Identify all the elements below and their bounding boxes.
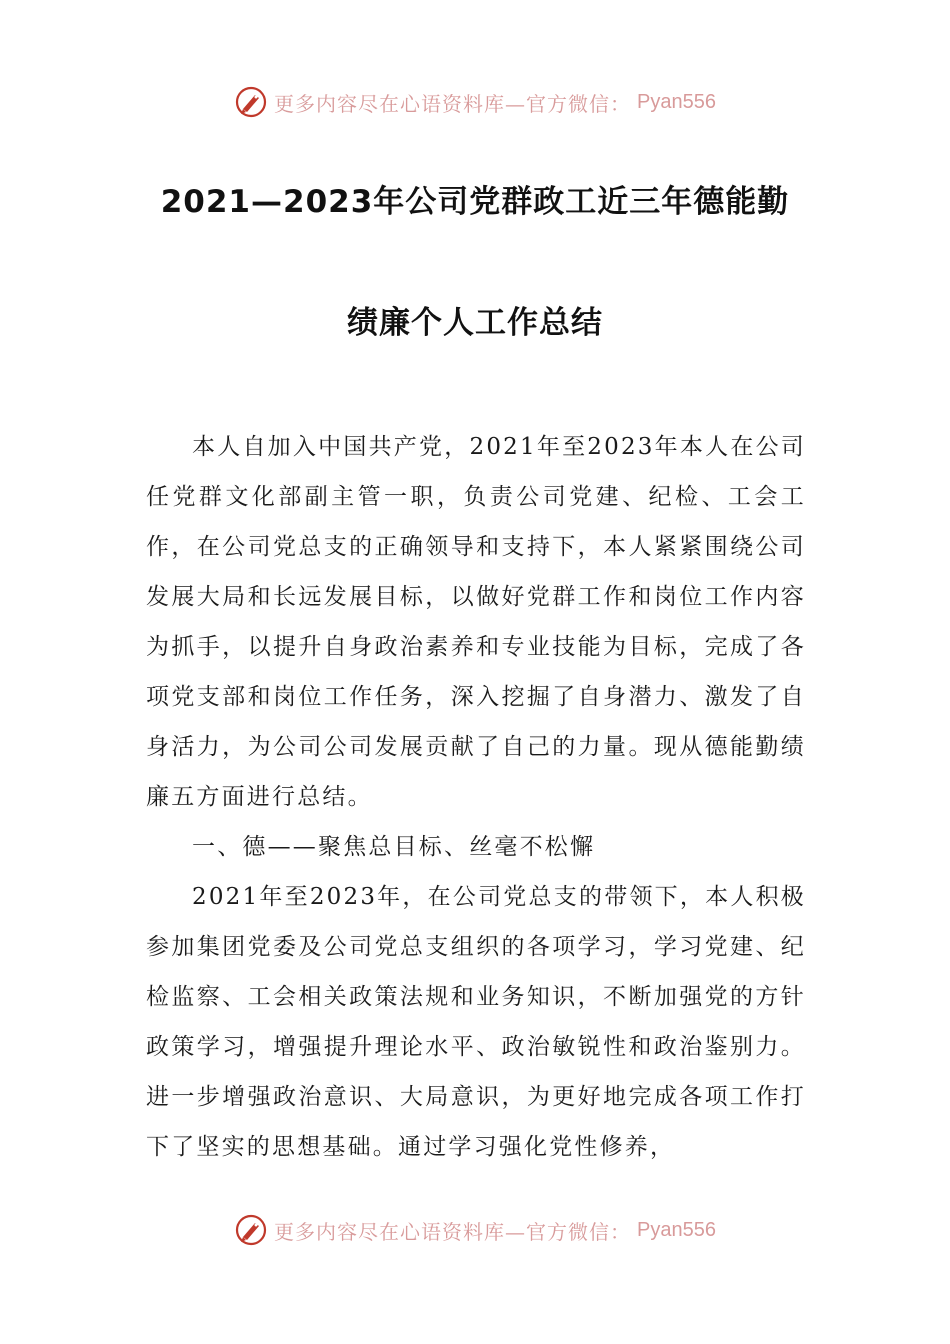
pen-nib-circle-icon xyxy=(234,1213,268,1247)
watermark-text: 更多内容尽在心语资料库—官方微信： xyxy=(274,91,632,116)
header-watermark xyxy=(0,82,950,122)
pen-nib-circle-icon xyxy=(234,85,268,119)
section-heading-de: 一、德——聚焦总目标、丝毫不松懈 xyxy=(192,834,596,860)
document-title-line-1: 2021—2023年公司党群政工近三年德能勤 xyxy=(160,184,790,220)
footer-watermark xyxy=(0,1210,950,1250)
watermark-wechat-id: Pyan556 xyxy=(637,1218,716,1241)
document-body xyxy=(146,422,806,1172)
watermark-wechat-id: Pyan556 xyxy=(637,90,716,113)
watermark-text: 更多内容尽在心语资料库—官方微信： xyxy=(274,1219,632,1244)
document-title-line-2: 绩廉个人工作总结 xyxy=(347,305,603,341)
paragraph-de: 2021年至2023年，在公司党总支的带领下，本人积极参加集团党委及公司党总支组织的各项学习，学习党建、纪检监察、工会相关政策法规和业务知识，不断加强党的方针政策学习，增强提升理论水平、政治敏锐性和政治鉴别力。进一步增强政治意识、大局意识，为更好地完成各项工作打下了坚实的思想基础。通过学习强化党性修养， xyxy=(146,884,806,1160)
paragraph-intro: 本人自加入中国共产党，2021年至2023年本人在公司任党群文化部副主管一职，负责公司党建、纪检、工会工作，在公司党总支的正确领导和支持下，本人紧紧围绕公司发展大局和长远发展目标，以做好党群工作和岗位工作内容为抓手，以提升自身政治素养和专业技能为目标，完成了各项党支部和岗位工作任务，深入挖掘了自身潜力、激发了自身活力，为公司公司发展贡献了自己的力量。现从德能勤绩廉五方面进行总结。 xyxy=(146,434,806,810)
